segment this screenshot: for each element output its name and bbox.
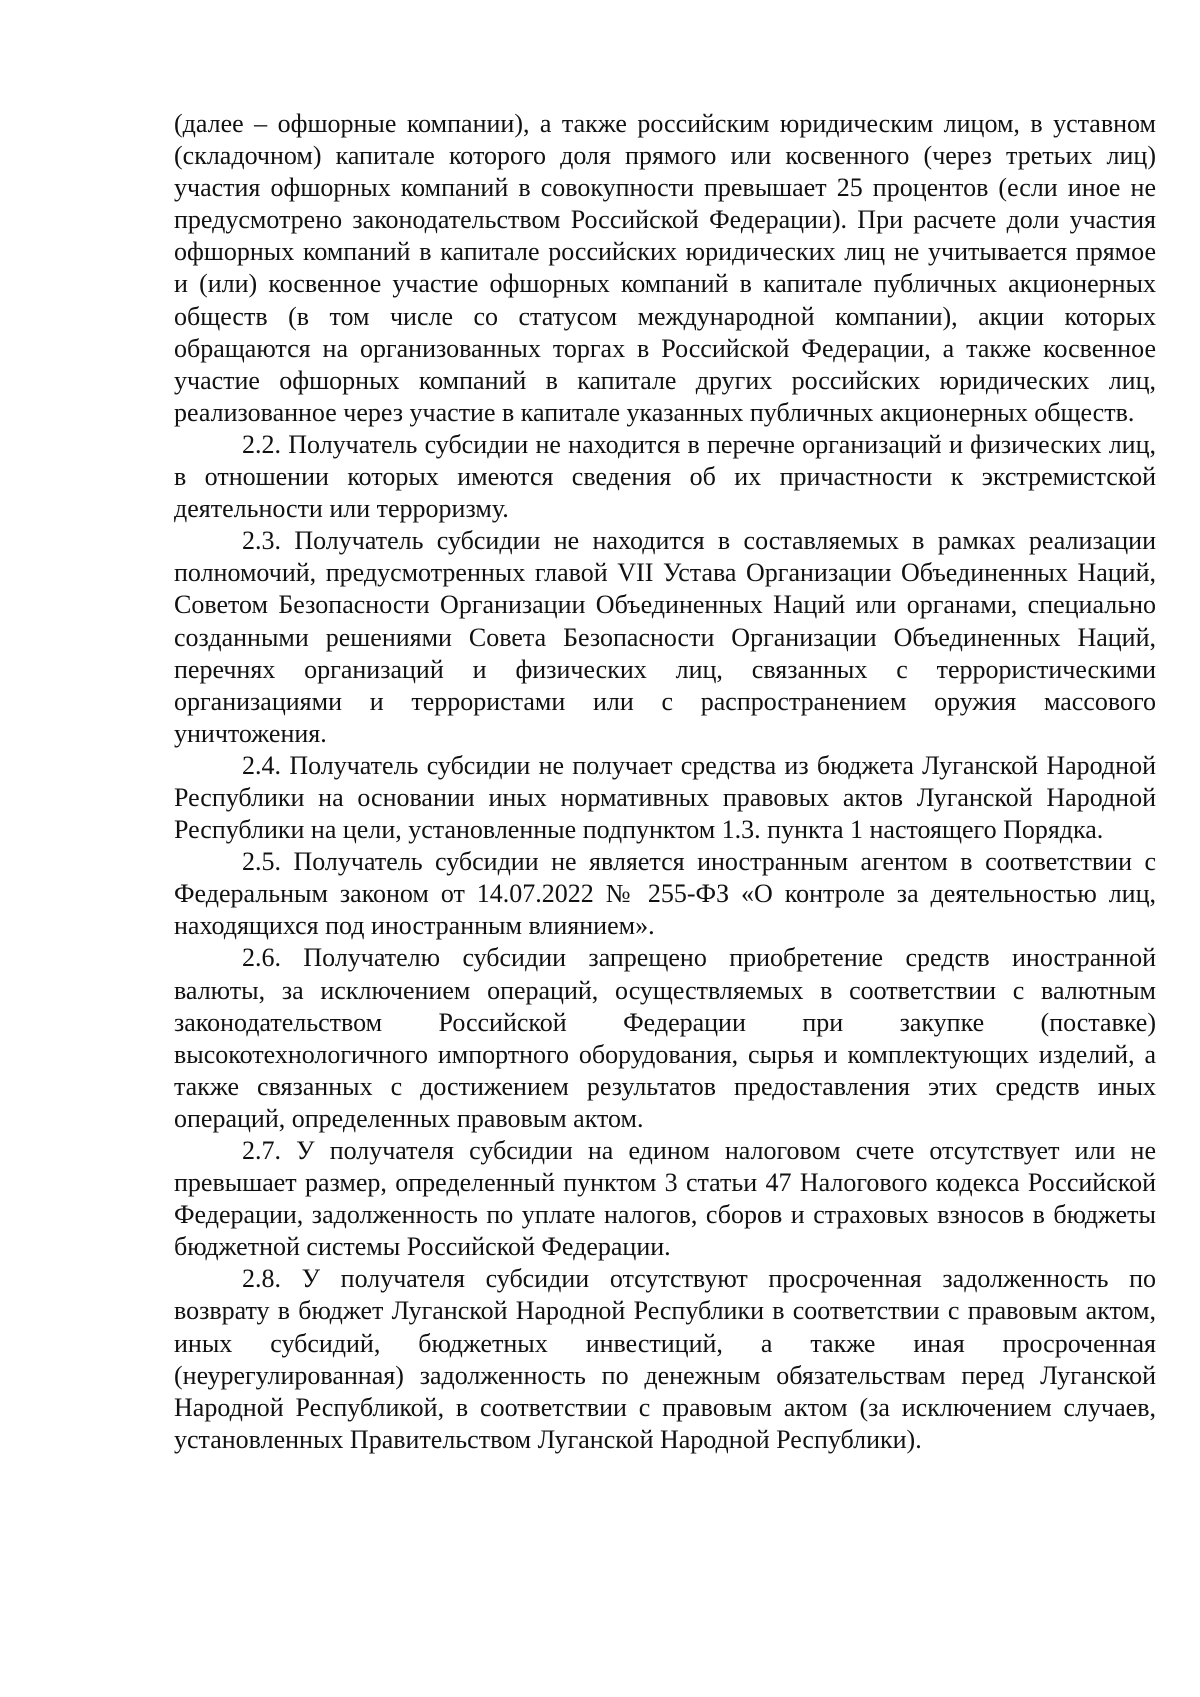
paragraph-offshore-continuation: (далее – офшорные компании), а также российским юридическим лицом, в уставном (складочном) капитале которого доля прямого или косвенного (через третьих лиц) участия офшорных компаний в совокупности превышает 25 процентов (если иное не предусмотрено законодательством Российской Федерации). При расчете доли участия офшорных компаний в капитале российских юридических лиц не учитывается прямое и (или) косвенное участие офшорных компаний в капитале публичных акционерных обществ (в том числе со статусом международной компании), акции которых обращаются на организованных торгах в Российской Федерации, а также косвенное участие офшорных компаний в капитале других российских юридических лиц, реализованное через участие в капитале указанных публичных акционерных обществ. xyxy=(174,109,1156,427)
paragraph-2-4: 2.4. Получатель субсидии не получает средства из бюджета Луганской Народной Республики на основании иных нормативных правовых актов Луганской Народной Республики на цели, установленные подпунктом 1.3. пункта 1 настоящего Порядка. xyxy=(174,750,1156,845)
paragraph-2-6: 2.6. Получателю субсидии запрещено приобретение средств иностранной валюты, за исключением операций, осуществляемых в соответствии с валютным законодательством Российской Федерации при закупке (поставке) высокотехнологичного импортного оборудования, сырья и комплектующих изделий, а также связанных с достижением результатов предоставления этих средств иных операций, определенных правовым актом. xyxy=(174,943,1156,1133)
paragraph-2-5: 2.5. Получатель субсидии не является иностранным агентом в соответствии с Федеральным законом от 14.07.2022 № 255-ФЗ «О контроле за деятельностью лиц, находящихся под иностранным влиянием». xyxy=(174,847,1156,941)
paragraph-2-3: 2.3. Получатель субсидии не находится в составляемых в рамках реализации полномочий, предусмотренных главой VII Устава Организации Объединенных Наций, Советом Безопасности Организации Объединенных Наций или органами, специально созданными решениями Совета Безопасности Организации Объединенных Наций, перечнях организаций и физических лиц, связанных с террористическими организациями и террористами или с распространением оружия массового уничтожения. xyxy=(174,526,1156,748)
paragraph-2-7: 2.7. У получателя субсидии на едином налоговом счете отсутствует или не превышает размер, определенный пунктом 3 статьи 47 Налогового кодекса Российской Федерации, задолженность по уплате налогов, сборов и страховых взносов в бюджеты бюджетной системы Российской Федерации. xyxy=(174,1136,1156,1262)
document-body xyxy=(174,108,1156,1456)
paragraph-2-8: 2.8. У получателя субсидии отсутствуют просроченная задолженность по возврату в бюджет Луганской Народной Республики в соответствии с правовым актом, иных субсидий, бюджетных инвестиций, а также иная просроченная (неурегулированная) задолженность по денежным обязательствам перед Луганской Народной Республикой, в соответствии с правовым актом (за исключением случаев, установленных Правительством Луганской Народной Республики). xyxy=(174,1264,1156,1454)
paragraph-2-2: 2.2. Получатель субсидии не находится в перечне организаций и физических лиц, в отношении которых имеются сведения об их причастности к экстремистской деятельности или терроризму. xyxy=(174,429,1156,524)
